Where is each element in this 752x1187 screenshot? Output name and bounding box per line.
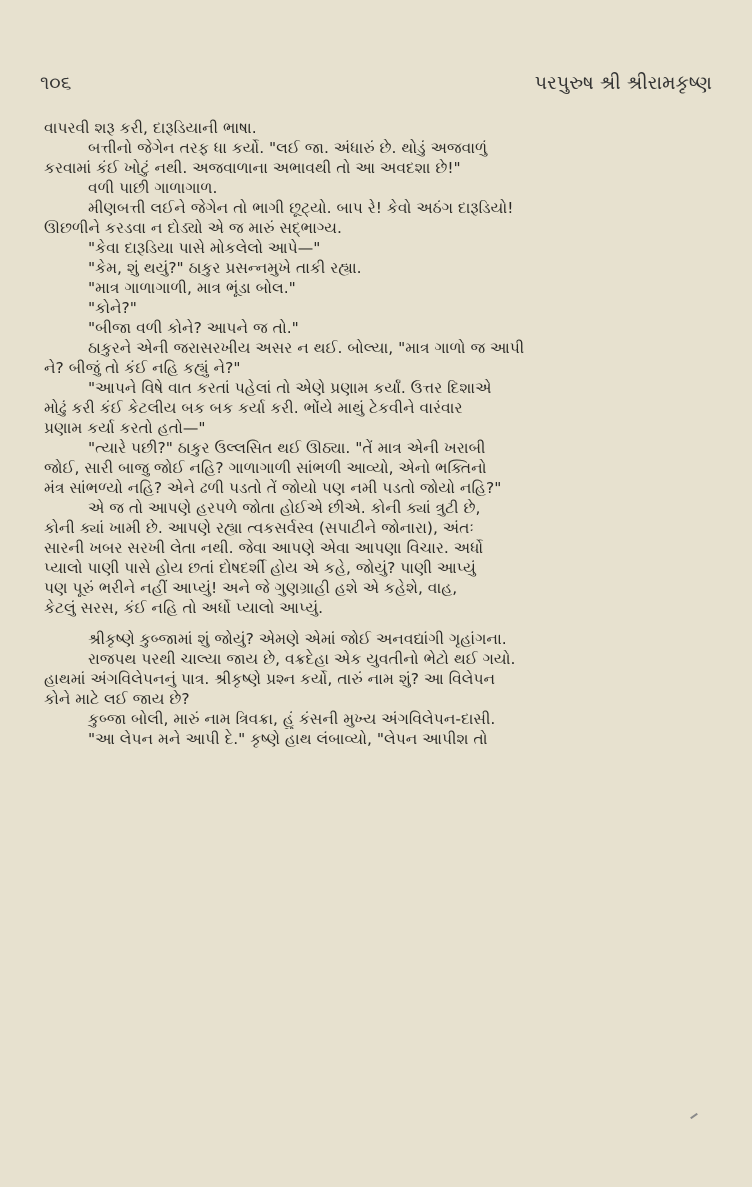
- text-line: પ્યાલો પાણી પાસે હોય છતાં દોષદર્શી હોય એ કહે, જોયું? પાણી આપ્યું: [44, 559, 476, 577]
- text-line: એ જ તો આપણે હરપળે જોતા હોઈએ છીએ. કોની ક્યાં ત્રુટી છે,: [88, 499, 481, 517]
- page-number: ૧૦૬: [40, 72, 72, 94]
- text-line: "કેમ, શું થયું?" ઠાકુર પ્રસન્નમુખે તાકી રહ્યા.: [88, 259, 362, 277]
- text-line: વળી પાછી ગાળાગાળ.: [88, 179, 218, 197]
- text-line: કુબ્જા બોલી, મારું નામ ત્રિવક્રા, હું કંસની મુખ્ય અંગવિલેપન-દાસી.: [88, 710, 496, 728]
- text-line: "માત્ર ગાળાગાળી, માત્ર ભૂંડા બોલ.": [88, 279, 296, 297]
- text-line: શ્રીકૃષ્ણે કુબ્જામાં શું જોયું? એમણે એમાં જોઈ અનવદ્યાંગી ગૃહાંગના.: [88, 630, 507, 648]
- text-line: હાથમાં અંગવિલેપનનું પાત્ર. શ્રીકૃષ્ણે પ્રશ્ન કર્યો, તારું નામ શું? આ વિલેપન: [44, 670, 496, 688]
- text-line: "ત્યારે પછી?" ઠાકુર ઉલ્લસિત થઈ ઊઠ્યા. "તેં માત્ર એની ખરાબી: [88, 439, 486, 457]
- text-line: "કેવા દારૂડિયા પાસે મોકલેલો આપે—": [88, 239, 321, 257]
- running-title: પરપુરુષ શ્રી શ્રીરામકૃષ્ણ: [534, 72, 712, 94]
- page-body: [44, 118, 710, 749]
- text-line: "બીજા વળી કોને? આપને જ તો.": [88, 319, 299, 337]
- text-line: સારની ખબર સરખી લેતા નથી. જેવા આપણે એવા આપણા વિચાર. અર્ધો: [44, 539, 484, 557]
- text-line: રાજપથ પરથી ચાલ્યા જાય છે, વક્રદેહા એક યુવતીનો ભેટો થઈ ગયો.: [88, 650, 516, 668]
- text-line: વાપરવી શરૂ કરી, દારૂડિયાની ભાષા.: [44, 119, 257, 137]
- text-line: ઠાકુરને એની જરાસરખીય અસર ન થઈ. બોલ્યા, "માત્ર ગાળો જ આપી: [88, 339, 525, 357]
- text-line: પ્રણામ કર્યા કરતો હતો—": [44, 419, 206, 437]
- text-line: કોને માટે લઈ જાય છે?: [44, 690, 190, 708]
- text-line: ઊછળીને કરડવા ન દોડ્યો એ જ મારું સદ્ભાગ્ય.: [44, 219, 342, 237]
- pencil-mark: [690, 1113, 698, 1119]
- text-line: મોઢું કરી કંઈ કેટલીય બક બક કર્યા કરી. ભોંયે માથું ટેકવીને વારંવાર: [44, 399, 463, 417]
- text-line: પણ પૂરું ભરીને નહીં આપ્યું! અને જે ગુણગ્રાહી હશે એ કહેશે, વાહ,: [44, 579, 458, 597]
- text-line: "આ લેપન મને આપી દે." કૃષ્ણે હાથ લંબાવ્યો, "લેપન આપીશ તો: [88, 730, 488, 748]
- text-line: કરવામાં કંઈ ખોટું નથી. અજવાળાના અભાવથી તો આ અવદશા છે!": [44, 159, 461, 177]
- text-line: ને? બીજું તો કંઈ નહિ કહ્યું ને?": [44, 359, 241, 377]
- text-line: "આપને વિષે વાત કરતાં પહેલાં તો એણે પ્રણામ કર્યાં. ઉત્તર દિશાએ: [88, 379, 492, 397]
- text-line: જોઈ, સારી બાજુ જોઈ નહિ? ગાળાગાળી સાંભળી આવ્યો, એનો ભક્તિનો: [44, 459, 487, 477]
- text-line: મંત્ર સાંભળ્યો નહિ? એને ઢળી પડતો તેં જોયો પણ નમી પડતો જોયો નહિ?": [44, 479, 502, 497]
- text-line: કોની ક્યાં ખામી છે. આપણે રહ્યા ત્વકસર્વસ્વ (સપાટીને જોનારા), અંતઃ: [44, 519, 474, 537]
- page-header: [40, 72, 712, 112]
- text-line: "કોને?": [88, 299, 137, 317]
- text-line: બત્તીનો જેગેન તરફ ધા કર્યો. "લઈ જા. અંધારું છે. થોડું અજવાળું: [88, 139, 488, 157]
- text-line: મીણબત્તી લઈને જેગેન તો ભાગી છૂટ્યો. બાપ રે! કેવો અઠંગ દારૂડિયો!: [88, 199, 514, 217]
- text-line: કેટલું સરસ, કંઈ નહિ તો અર્ધો પ્યાલો આપ્યું.: [44, 599, 324, 617]
